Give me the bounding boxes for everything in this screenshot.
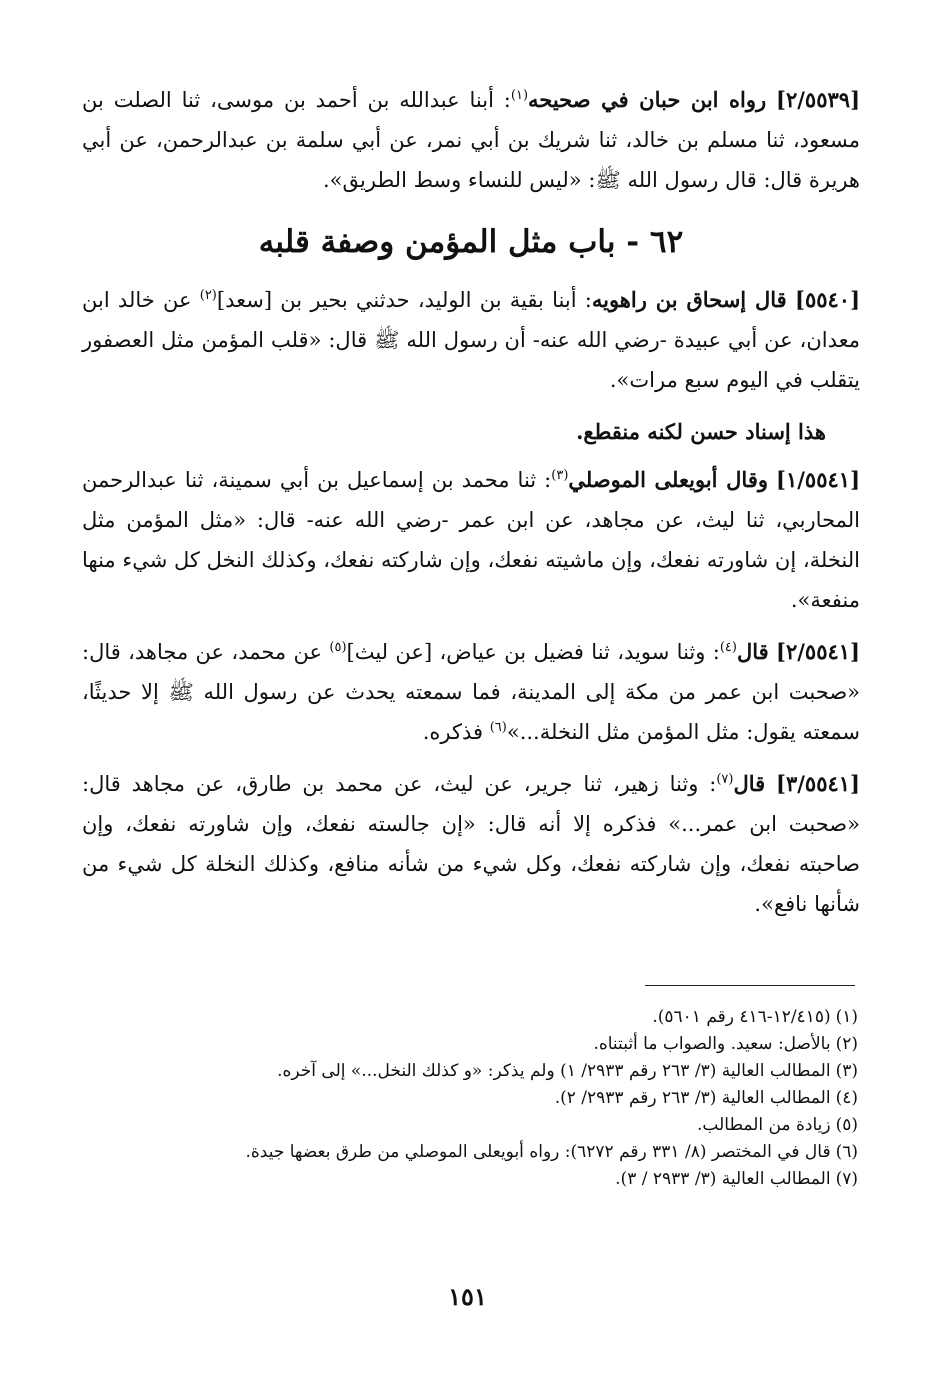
hadith-5541-3: [82, 764, 860, 924]
footnote-marker[interactable]: (١): [510, 88, 529, 103]
hadith-text: : ثنا محمد بن إسماعيل بن أبي سمينة، ثنا عبدالرحمن المحاربي، ثنا ليث، عن مجاهد، عن ابن عمر -رضي الله عنه- قال: «مثل المؤمن مثل النخلة، إن شاورته نفعك، وإن ماشيته نفعك، وإن شاركته نفعك، وكذلك النخل كل شيء منها منفعة».: [82, 468, 860, 612]
footnote-marker[interactable]: (٤): [719, 640, 737, 655]
footnote: [82, 1166, 858, 1193]
footnote-text: المطالب العالية (٣/ ٢٦٣ رقم ٢٩٣٣/ ١) ولم يذكر: «و كذلك النخل...» إلى آخره.: [277, 1061, 831, 1081]
footnote-number: (٧): [835, 1169, 858, 1189]
footnote-number: (٤): [835, 1088, 858, 1108]
footnote-marker[interactable]: (٦): [489, 720, 507, 735]
footnote-text: المطالب العالية (٣/ ٢٩٣٣ / ٣).: [615, 1169, 831, 1189]
footnote-text: بالأصل: سعيد. والصواب ما أثبتناه.: [593, 1034, 831, 1054]
footnote-number: (٦): [835, 1142, 858, 1162]
hadith-5539-2: [82, 80, 860, 200]
hadith-text: : وثنا سويد، ثنا فضيل بن عياض، [عن ليث]: [346, 640, 720, 664]
hadith-text: : أبنا بقية بن الوليد، حدثني بحير بن [سعد]: [216, 288, 592, 312]
footnote-marker[interactable]: (٥): [329, 640, 347, 655]
hadith-5540: [82, 280, 860, 400]
hadith-text: : وثنا زهير، ثنا جرير، عن ليث، عن محمد بن طارق، عن مجاهد قال: «صحبت ابن عمر...» فذكره إلا أنه قال: «إن جالسته نفعك، وإن شاورته نفعك، وإن صاحبته نفعك، وإن شاركته نفعك، وكل شيء من شأنه منافع، وكذلك النخلة كل شيء من شأنها نافع».: [82, 772, 860, 916]
footnote-number: (٣): [835, 1061, 858, 1081]
hadith-ref: [١/٥٥٤١]: [776, 467, 860, 492]
hadith-lead: رواه ابن حبان في صحيحه: [528, 87, 767, 112]
footnotes: [82, 1004, 858, 1193]
hadith-5541-1: [82, 460, 860, 620]
hadith-lead: قال إسحاق بن راهويه: [591, 287, 787, 312]
footnote-text: زيادة من المطالب.: [697, 1115, 831, 1135]
footnote: [82, 1004, 858, 1031]
chapter-title: ٦٢ - باب مثل المؤمن وصفة قلبه: [258, 224, 684, 260]
hadith-ref: [٥٥٤٠]: [795, 287, 860, 312]
main-text: [82, 80, 860, 936]
hadith-lead: قال: [733, 771, 766, 796]
footnote-marker[interactable]: (٢): [199, 288, 217, 303]
footnote-marker[interactable]: (٧): [716, 772, 734, 787]
hadith-text: : أبنا عبدالله بن أحمد بن موسى، ثنا الصلت بن مسعود، ثنا مسلم بن خالد، ثنا شريك بن أبي نمر، عن أبي سلمة بن عبدالرحمن، عن أبي هريرة قال: قال رسول الله ﷺ: «ليس للنساء وسط الطريق».: [82, 88, 860, 192]
hadith-5541-2: [82, 632, 860, 752]
footnote: [82, 1085, 858, 1112]
footnote-text: قال في المختصر (٨/ ٣٣١ رقم ٦٢٧٢): رواه أبويعلى الموصلي من طرق بعضها جيدة.: [245, 1142, 831, 1162]
hadith-lead: وقال أبويعلى الموصلي: [568, 467, 769, 492]
footnote-marker[interactable]: (٣): [551, 468, 569, 483]
footnote-separator: [645, 985, 855, 986]
hadith-text: عن محمد، عن مجاهد، قال: «صحبت ابن عمر من مكة إلى المدينة، فما سمعته يحدث عن رسول الله ﷺ إلا حديثًا، سمعته يقول: مثل المؤمن مثل النخلة...»: [82, 640, 860, 744]
footnote-text: المطالب العالية (٣/ ٢٦٣ رقم ٢٩٣٣/ ٢).: [554, 1088, 831, 1108]
footnote-number: (٥): [835, 1115, 858, 1135]
footnote: [82, 1058, 858, 1085]
footnote-number: (١): [835, 1007, 858, 1027]
footnote: [82, 1031, 858, 1058]
hadith-ref: [٢/٥٥٤١]: [776, 639, 860, 664]
hadith-lead: قال: [736, 639, 769, 664]
footnote: [82, 1112, 858, 1139]
hadith-ref: [٣/٥٥٤١]: [776, 771, 860, 796]
footnote-text: (١٢/٤١٥-٤١٦ رقم ٥٦٠١).: [652, 1007, 831, 1027]
isnad-note: هذا إسناد حسن لكنه منقطع.: [576, 419, 826, 444]
hadith-text: فذكره.: [422, 720, 490, 744]
footnote: [82, 1139, 858, 1166]
hadith-ref: [٢/٥٥٣٩]: [776, 87, 860, 112]
hadith-text: عن خالد ابن معدان، عن أبي عبيدة -رضي الله عنه- أن رسول الله ﷺ قال: «قلب المؤمن مثل العصفور يتقلب في اليوم سبع مرات».: [82, 288, 860, 392]
footnote-number: (٢): [835, 1034, 858, 1054]
page-number: ١٥١: [448, 1282, 487, 1311]
